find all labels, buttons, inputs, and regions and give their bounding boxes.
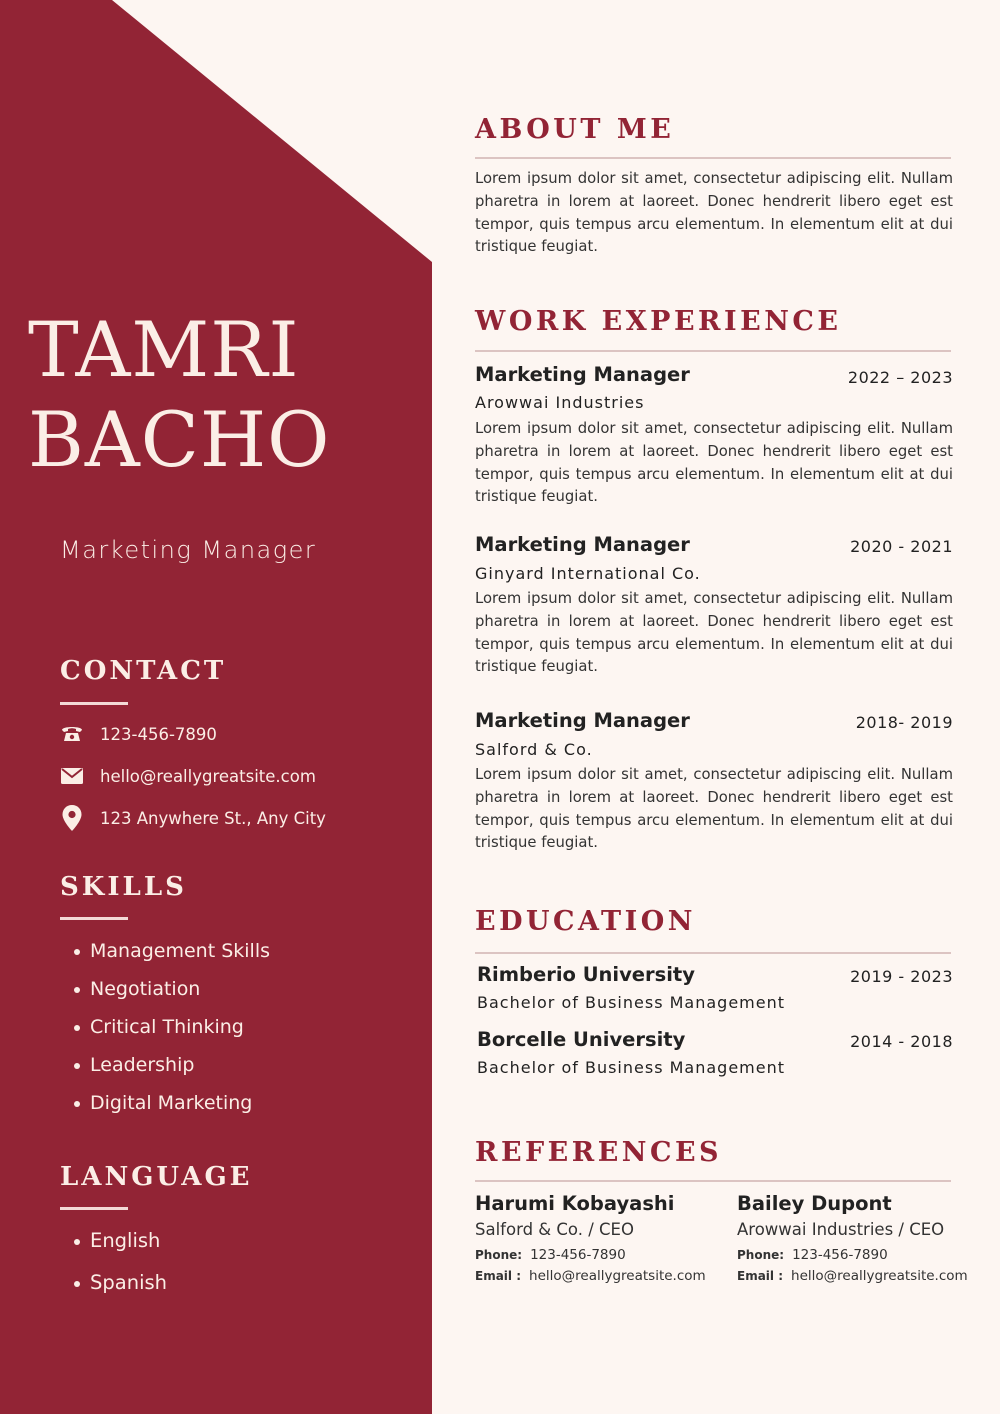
job-years: 2018- 2019: [855, 713, 953, 732]
job-description: Lorem ipsum dolor sit amet, consectetur adipiscing elit. Nullam pharetra in lorem at laoreet. Donec hendrerit libero eget est tempor, quis tempus arcu elementum. In elementum elit at dui tristique feugiat.: [475, 590, 953, 676]
contact-phone: [60, 722, 217, 746]
job-years: 2020 - 2021: [850, 537, 953, 556]
contact-email: [60, 764, 316, 788]
references-heading: REFERENCES: [475, 1137, 723, 1168]
reference-name: Harumi Kobayashi: [475, 1192, 675, 1215]
email-label: Email :: [475, 1269, 522, 1283]
language-item: Spanish: [72, 1264, 167, 1306]
reference-card: [737, 1192, 968, 1284]
education-years: 2014 - 2018: [850, 1032, 953, 1051]
education-degree: Bachelor of Business Management: [477, 1058, 786, 1077]
reference-email: [475, 1268, 706, 1284]
job-company: Salford & Co.: [475, 740, 593, 759]
skills-divider: [60, 917, 128, 920]
location-pin-icon: [60, 806, 84, 830]
skills-heading: SKILLS: [60, 872, 187, 902]
phone-label: Phone:: [475, 1248, 523, 1262]
education-degree: Bachelor of Business Management: [477, 993, 786, 1012]
work-divider: [475, 350, 951, 352]
reference-phone-value: 123-456-7890: [792, 1247, 888, 1263]
job-company: Ginyard International Co.: [475, 564, 701, 583]
reference-phone-value: 123-456-7890: [530, 1247, 626, 1263]
contact-phone-text: 123-456-7890: [100, 724, 217, 744]
education-divider: [475, 952, 951, 954]
skills-list: [72, 932, 270, 1122]
language-list: [72, 1222, 167, 1306]
language-heading: LANGUAGE: [60, 1162, 253, 1192]
skill-item: Leadership: [72, 1046, 270, 1084]
job-years: 2022 – 2023: [847, 368, 953, 387]
first-name: TAMRI: [28, 305, 300, 394]
language-item: English: [72, 1222, 167, 1264]
job-title: Marketing Manager: [475, 709, 690, 732]
reference-phone: [737, 1247, 968, 1263]
job-title: Marketing Manager: [475, 533, 690, 556]
skill-item: Critical Thinking: [72, 1008, 270, 1046]
contact-address: [60, 806, 326, 830]
contact-heading: CONTACT: [60, 656, 227, 686]
full-name: [28, 305, 330, 485]
reference-name: Bailey Dupont: [737, 1192, 892, 1215]
skill-item: Digital Marketing: [72, 1084, 270, 1122]
job-description: Lorem ipsum dolor sit amet, consectetur adipiscing elit. Nullam pharetra in lorem at laoreet. Donec hendrerit libero eget est tempor, quis tempus arcu elementum. In elementum elit at dui tristique feugiat.: [475, 766, 953, 852]
contact-address-text: 123 Anywhere St., Any City: [100, 808, 326, 828]
reference-email-value[interactable]: hello@reallygreatsite.com: [529, 1268, 706, 1284]
reference-phone: [475, 1247, 706, 1263]
last-name: BACHO: [28, 395, 331, 484]
reference-email-value[interactable]: hello@reallygreatsite.com: [791, 1268, 968, 1284]
contact-divider: [60, 702, 128, 705]
about-heading: ABOUT ME: [475, 114, 675, 145]
reference-card: [475, 1192, 706, 1284]
education-years: 2019 - 2023: [850, 967, 953, 986]
about-divider: [475, 157, 951, 159]
job-role: Marketing Manager: [60, 536, 317, 564]
language-divider: [60, 1207, 128, 1210]
reference-email: [737, 1268, 968, 1284]
phone-label: Phone:: [737, 1248, 785, 1262]
contact-email-text[interactable]: hello@reallygreatsite.com: [100, 766, 316, 786]
email-label: Email :: [737, 1269, 784, 1283]
education-school: Rimberio University: [477, 963, 695, 986]
references-divider: [475, 1180, 951, 1182]
education-school: Borcelle University: [477, 1028, 686, 1051]
work-heading: WORK EXPERIENCE: [475, 306, 842, 337]
education-heading: EDUCATION: [475, 906, 696, 937]
skill-item: Management Skills: [72, 932, 270, 970]
sidebar-background: [0, 0, 432, 1414]
phone-icon: [60, 722, 84, 746]
job-company: Arowwai Industries: [475, 393, 645, 412]
skill-item: Negotiation: [72, 970, 270, 1008]
envelope-icon: [60, 764, 84, 788]
reference-position: Arowwai Industries / CEO: [737, 1220, 945, 1239]
reference-position: Salford & Co. / CEO: [475, 1220, 634, 1239]
about-text: Lorem ipsum dolor sit amet, consectetur adipiscing elit. Nullam pharetra in lorem at laoreet. Donec hendrerit libero eget est tempor, quis tempus arcu elementum. In elementum elit at dui tristique feugiat.: [475, 170, 953, 256]
job-description: Lorem ipsum dolor sit amet, consectetur adipiscing elit. Nullam pharetra in lorem at laoreet. Donec hendrerit libero eget est tempor, quis tempus arcu elementum. In elementum elit at dui tristique feugiat.: [475, 420, 953, 506]
job-title: Marketing Manager: [475, 363, 690, 386]
